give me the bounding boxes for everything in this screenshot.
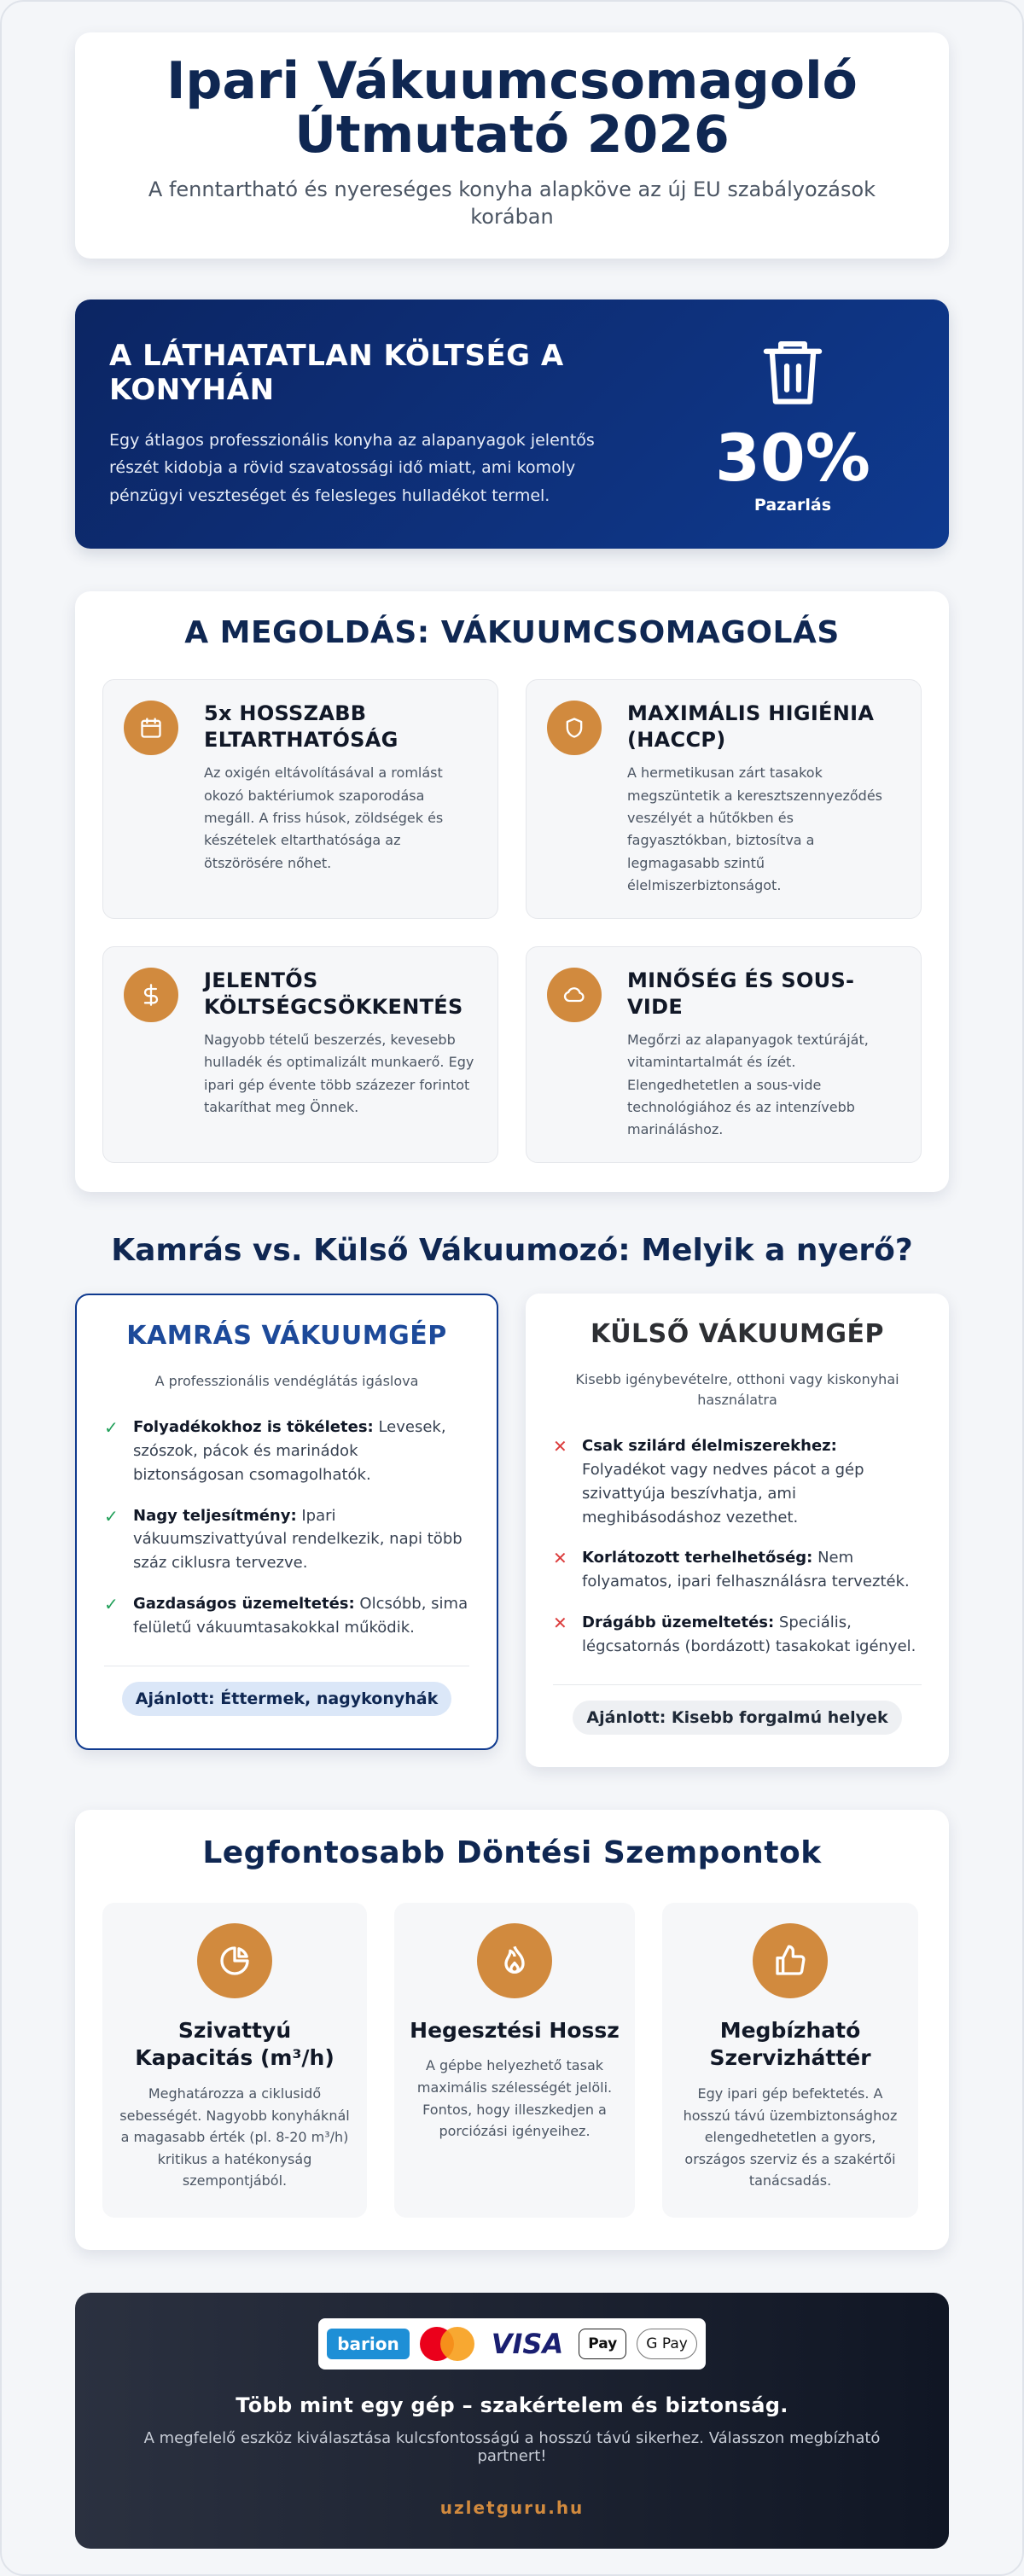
mastercard-logo xyxy=(420,2325,476,2363)
thumbs-up-icon xyxy=(753,1923,828,1998)
hidden-cost-heading: A LÁTHATATLAN KÖLTSÉG A KONYHÁN xyxy=(109,338,564,408)
hidden-cost-banner xyxy=(75,299,949,549)
feature-text: A hermetikusan zárt tasakok megszüntetik a keresztszennyeződés veszélyét a hűtőkben és fagyasztókban, biztosítva a legmagasabb szintű élelmiszerbiztonságot. xyxy=(627,765,882,894)
feature-card-sous-vide xyxy=(526,946,922,1163)
chamber-title: KAMRÁS VÁKUUMGÉP xyxy=(126,1320,447,1351)
feature-card-shelf-life xyxy=(102,679,498,919)
payment-logos xyxy=(318,2318,706,2370)
feature-title: JELENTŐS KÖLTSÉGCSÖKKENTÉS xyxy=(204,968,463,1019)
shield-icon xyxy=(547,701,602,755)
criteria-card-pump xyxy=(102,1903,367,2218)
chamber-subtitle: A professzionális vendéglátás igáslova xyxy=(154,1372,419,1389)
comparison-title: Kamrás vs. Külső Vákuumozó: Melyik a nyerő? xyxy=(111,1232,913,1268)
list-item: ✕ Drágább üzemeltetés: Speciális, légcsatornás (bordázott) tasakokat igényel. xyxy=(553,1611,922,1659)
feature-text: Az oxigén eltávolításával a romlást okozó baktériumok szaporodása megáll. A friss húsok, zöldségek és készételek eltarthatósága az ötszörösére nőhet. xyxy=(204,765,444,871)
feature-title: MAXIMÁLIS HIGIÉNIA (HACCP) xyxy=(627,701,875,752)
external-title: KÜLSŐ VÁKUUMGÉP xyxy=(590,1318,885,1349)
criteria-heading: Megbízható Szervizháttér xyxy=(709,2017,871,2071)
recommendation-badge: Ajánlott: Kisebb forgalmú helyek xyxy=(573,1701,901,1735)
list-item: ✓ Folyadékokhoz is tökéletes: Levesek, szószok, pácok és marinádok biztonságosan csomagolhatók. xyxy=(104,1416,469,1487)
feature-text: Megőrzi az alapanyagok textúráját, vitamintartalmát és ízét. Elengedhetetlen a sous-vide technológiához és az intenzívebb marináláshoz. xyxy=(627,1031,869,1138)
divider xyxy=(553,1684,922,1685)
footer xyxy=(75,2293,949,2549)
criteria-card-seal xyxy=(394,1903,635,2218)
waste-label: Pazarlás xyxy=(753,495,832,515)
dollar-icon xyxy=(124,968,178,1022)
feature-title: MINŐSÉG ÉS SOUS-VIDE xyxy=(627,968,855,1019)
chamber-vacuum-card xyxy=(75,1294,498,1750)
calendar-icon xyxy=(124,701,178,755)
external-cons-list xyxy=(553,1434,922,1659)
page-subtitle: A fenntartható és nyereséges konyha alapköve az új EU szabályozások korában xyxy=(148,177,876,230)
barion-logo: barion xyxy=(327,2329,410,2359)
hidden-cost-text-block xyxy=(109,339,638,509)
waste-stat xyxy=(638,334,913,515)
footer-site-link[interactable]: uzletguru.hu xyxy=(439,2497,585,2518)
chamber-recommendation xyxy=(104,1682,469,1716)
recommendation-badge: Ajánlott: Éttermek, nagykonyhák xyxy=(122,1682,451,1716)
flame-icon xyxy=(477,1923,552,1998)
external-subtitle: Kisebb igénybevételre, otthoni vagy kiskonyhai használatra xyxy=(575,1370,899,1408)
list-item: ✓ Gazdaságos üzemeltetés: Olcsóbb, sima felületű vákuumtasakokkal működik. xyxy=(104,1592,469,1640)
apple-pay-logo: Pay xyxy=(579,2329,626,2359)
cross-icon: ✕ xyxy=(553,1613,567,1634)
comparison-grid xyxy=(75,1294,949,1767)
waste-percent: 30% xyxy=(715,419,870,496)
criteria-text: Meghatározza a ciklusidő sebességét. Nagyobb konyháknál a magasabb érték (pl. 8-20 m³/h) kritikus a hatékonyság szempontjából. xyxy=(119,2085,350,2189)
google-pay-logo: G Pay xyxy=(637,2329,697,2359)
solution-section xyxy=(75,591,949,1192)
criteria-text: Egy ipari gép befektetés. A hosszú távú üzembiztonsághoz elengedhetetlen a gyors, országos szerviz és a szakértői tanácsadás. xyxy=(683,2085,898,2189)
page-title: Ipari Vákuumcsomagoló Útmutató 2026 xyxy=(166,51,858,165)
criteria-text: A gépbe helyezhető tasak maximális szélességét jelöli. Fontos, hogy illeszkedjen a porciózási igényeihez. xyxy=(416,2057,613,2140)
cloud-icon xyxy=(547,968,602,1022)
solution-title: A MEGOLDÁS: VÁKUUMCSOMAGOLÁS xyxy=(184,614,840,650)
feature-card-hygiene xyxy=(526,679,922,919)
check-icon: ✓ xyxy=(104,1416,119,1438)
feature-grid xyxy=(102,679,922,1163)
list-item: ✓ Nagy teljesítmény: Ipari vákuumszivattyúval rendelkezik, napi több száz ciklusra tervezve. xyxy=(104,1504,469,1576)
trash-icon xyxy=(757,334,829,410)
footer-text: A megfelelő eszköz kiválasztása kulcsfontosságú a hosszú távú sikerhez. Válasszon megbízható partnert! xyxy=(143,2428,881,2465)
criteria-section xyxy=(75,1810,949,2250)
criteria-heading: Szivattyú Kapacitás (m³/h) xyxy=(135,2017,335,2071)
page-content xyxy=(75,32,949,2549)
chamber-pros-list xyxy=(104,1416,469,1640)
cross-icon: ✕ xyxy=(553,1548,567,1569)
external-recommendation xyxy=(553,1701,922,1735)
criteria-card-service xyxy=(662,1903,918,2218)
feature-title: 5x HOSSZABB ELTARTHATÓSÁG xyxy=(204,701,399,752)
criteria-grid xyxy=(102,1903,922,2218)
check-icon: ✓ xyxy=(104,1594,119,1615)
external-vacuum-card xyxy=(526,1294,949,1767)
visa-logo: VISA xyxy=(491,2327,564,2360)
list-item: ✕ Korlátozott terhelhetőség: Nem folyamatos, ipari felhasználásra tervezték. xyxy=(553,1546,922,1594)
feature-text: Nagyobb tételű beszerzés, kevesebb hulladék és optimalizált munkaerő. Egy ipari gép évente több százezer forintot takaríthat meg Önnek. xyxy=(204,1031,474,1116)
hidden-cost-text: Egy átlagos professzionális konyha az alapanyagok jelentős részét kidobja a rövid szavatossági idő miatt, ami komoly pénzügyi veszteséget és felesleges hulladékot termel. xyxy=(109,431,595,505)
footer-headline: Több mint egy gép – szakértelem és biztonság. xyxy=(236,2393,788,2417)
pie-chart-icon xyxy=(197,1923,272,1998)
feature-card-cost-reduction xyxy=(102,946,498,1163)
criteria-heading: Hegesztési Hossz xyxy=(410,2017,620,2043)
criteria-title: Legfontosabb Döntési Szempontok xyxy=(202,1835,822,1870)
cross-icon: ✕ xyxy=(553,1435,567,1457)
list-item: ✕ Csak szilárd élelmiszerekhez: Folyadékot vagy nedves pácot a gép szivattyúja beszívhatja, ami meghibásodáshoz vezethet. xyxy=(553,1434,922,1530)
check-icon: ✓ xyxy=(104,1505,119,1526)
hero-card xyxy=(75,32,949,259)
